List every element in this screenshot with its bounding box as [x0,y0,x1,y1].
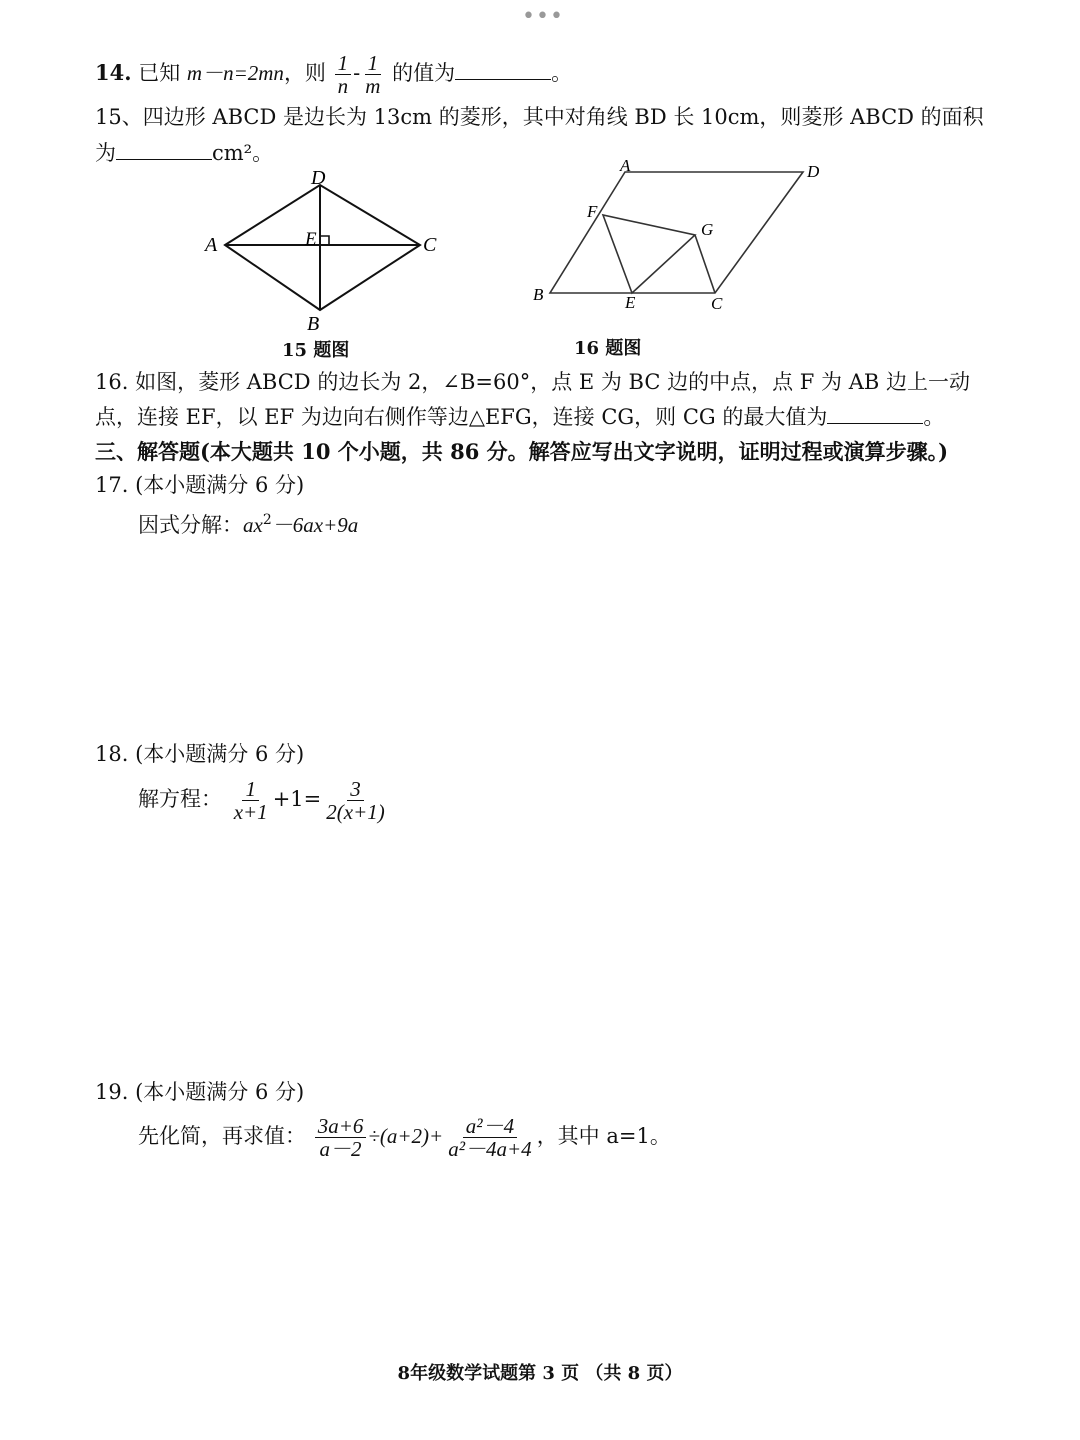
q14-post: 的值为 [392,61,456,86]
fig16-label-d: D [807,162,820,181]
fig16-label-b: B [533,285,544,304]
q18-mid: +1= [272,787,322,812]
q16-text-line1: 16. 如图，菱形 ABCD 的边长为 2，∠B=60°，点 E 为 BC 边的中点，点 F 为 AB 边上一动 [95,370,970,394]
question-16-line1 [95,367,970,397]
fig16-segment-cg [695,235,715,293]
q14-number: 14. [95,60,132,86]
figure-16 [525,155,835,315]
page-footer: 8年级数学试题第 3 页 （共 8 页） [397,1363,683,1384]
q14-frac2-num: 1 [365,52,382,75]
question-16-line2 [95,402,944,432]
fig16-rhombus [550,172,803,293]
q15-unit: cm²。 [212,141,274,165]
q14-frac2-den: m [365,74,381,99]
q19-frac1-num: 3a+6 [315,1115,367,1138]
q14-frac1-num: 1 [335,52,352,75]
fig15-right-angle-mark [320,236,329,245]
fig15-rhombus [225,185,420,310]
fig15-label-e: E [305,229,317,250]
question-14 [95,52,572,97]
q16-end: 。 [923,405,945,429]
q14-end: 。 [551,61,573,86]
q14-condition: m－n=2mn [186,61,284,86]
q19-frac2-den: a²－4a+4 [448,1137,532,1162]
question-15-line1 [95,102,984,132]
q18-frac2-den: 2(x+1) [326,800,385,825]
q19-frac-2 [445,1115,534,1160]
fig15-label-b: B [307,313,320,335]
q15-line2-pre: 为 [95,141,116,165]
q14-frac1-den: n [337,74,349,99]
fig15-label-d: D [311,167,326,189]
q19-frac2-num: a²－4 [463,1115,517,1138]
q15-text: 四边形 ABCD 是边长为 13cm 的菱形，其中对角线 BD 长 10cm，则菱形 ABCD 的面积 [142,105,984,129]
q17-body [138,505,358,540]
q14-mid: ，则 [283,61,326,86]
q19-post: ，其中 a=1。 [536,1124,671,1149]
fig16-label-g: G [701,220,714,239]
q18-frac1-num: 1 [242,778,259,801]
fig15-caption: 15 题图 [282,340,350,361]
q19-header: 19. (本小题满分 6 分) [95,1080,305,1104]
q19-frac-1 [315,1115,367,1160]
q17-expr-a: ax [243,513,263,537]
q18-frac1-den: x+1 [233,800,268,825]
q17-prompt: 因式分解： [138,513,243,537]
fig16-label-a: A [620,156,631,175]
q17-answer-area[interactable] [95,540,985,730]
fig16-caption: 16 题图 [574,338,642,359]
q14-minus: - [353,61,361,86]
q15-number: 15、 [95,105,143,129]
q18-frac-1 [231,778,271,823]
q18-frac-2 [323,778,387,823]
q16-text-line2: 点，连接 EF，以 EF 为边向右侧作等边△EFG，连接 CG，则 CG 的最大值为 [95,405,828,429]
q18-body [138,778,390,823]
top-menu-dots[interactable]: ••• [522,4,564,29]
q14-frac-2 [362,52,383,97]
fig15-label-a: A [205,234,218,256]
fig16-triangle-efg [603,215,695,293]
q17-expr-sup: 2 [262,512,272,528]
q18-frac2-num: 3 [347,778,364,801]
q18-prompt: 解方程： [138,787,222,812]
q16-answer-blank[interactable] [827,405,923,424]
section-3-title: 三、解答题(本大题共 10 个小题，共 86 分。解答应写出文字说明，证明过程或演算步骤。) [95,439,949,464]
q18-answer-area[interactable] [95,840,985,1065]
q19-prompt: 先化简，再求值： [138,1124,306,1149]
q17-expr-b: －6ax+9a [271,513,359,537]
q15-answer-blank[interactable] [116,141,212,160]
q19-frac1-den: a－2 [319,1137,362,1162]
q14-frac-1 [335,52,352,97]
fig16-label-f: F [587,202,598,221]
q14-pre: 已知 [138,61,181,86]
q19-answer-area[interactable] [95,1180,985,1345]
fig16-label-c: C [711,294,723,313]
q18-header: 18. (本小题满分 6 分) [95,742,305,766]
fig16-label-e: E [625,293,636,312]
q14-answer-blank[interactable] [455,61,551,80]
q19-body [138,1115,671,1160]
q17-header: 17. (本小题满分 6 分) [95,473,305,497]
question-15-line2 [95,138,273,168]
q19-mid: ÷(a+2)+ [368,1124,444,1149]
fig15-label-c: C [423,234,437,256]
figure-15 [195,165,455,340]
